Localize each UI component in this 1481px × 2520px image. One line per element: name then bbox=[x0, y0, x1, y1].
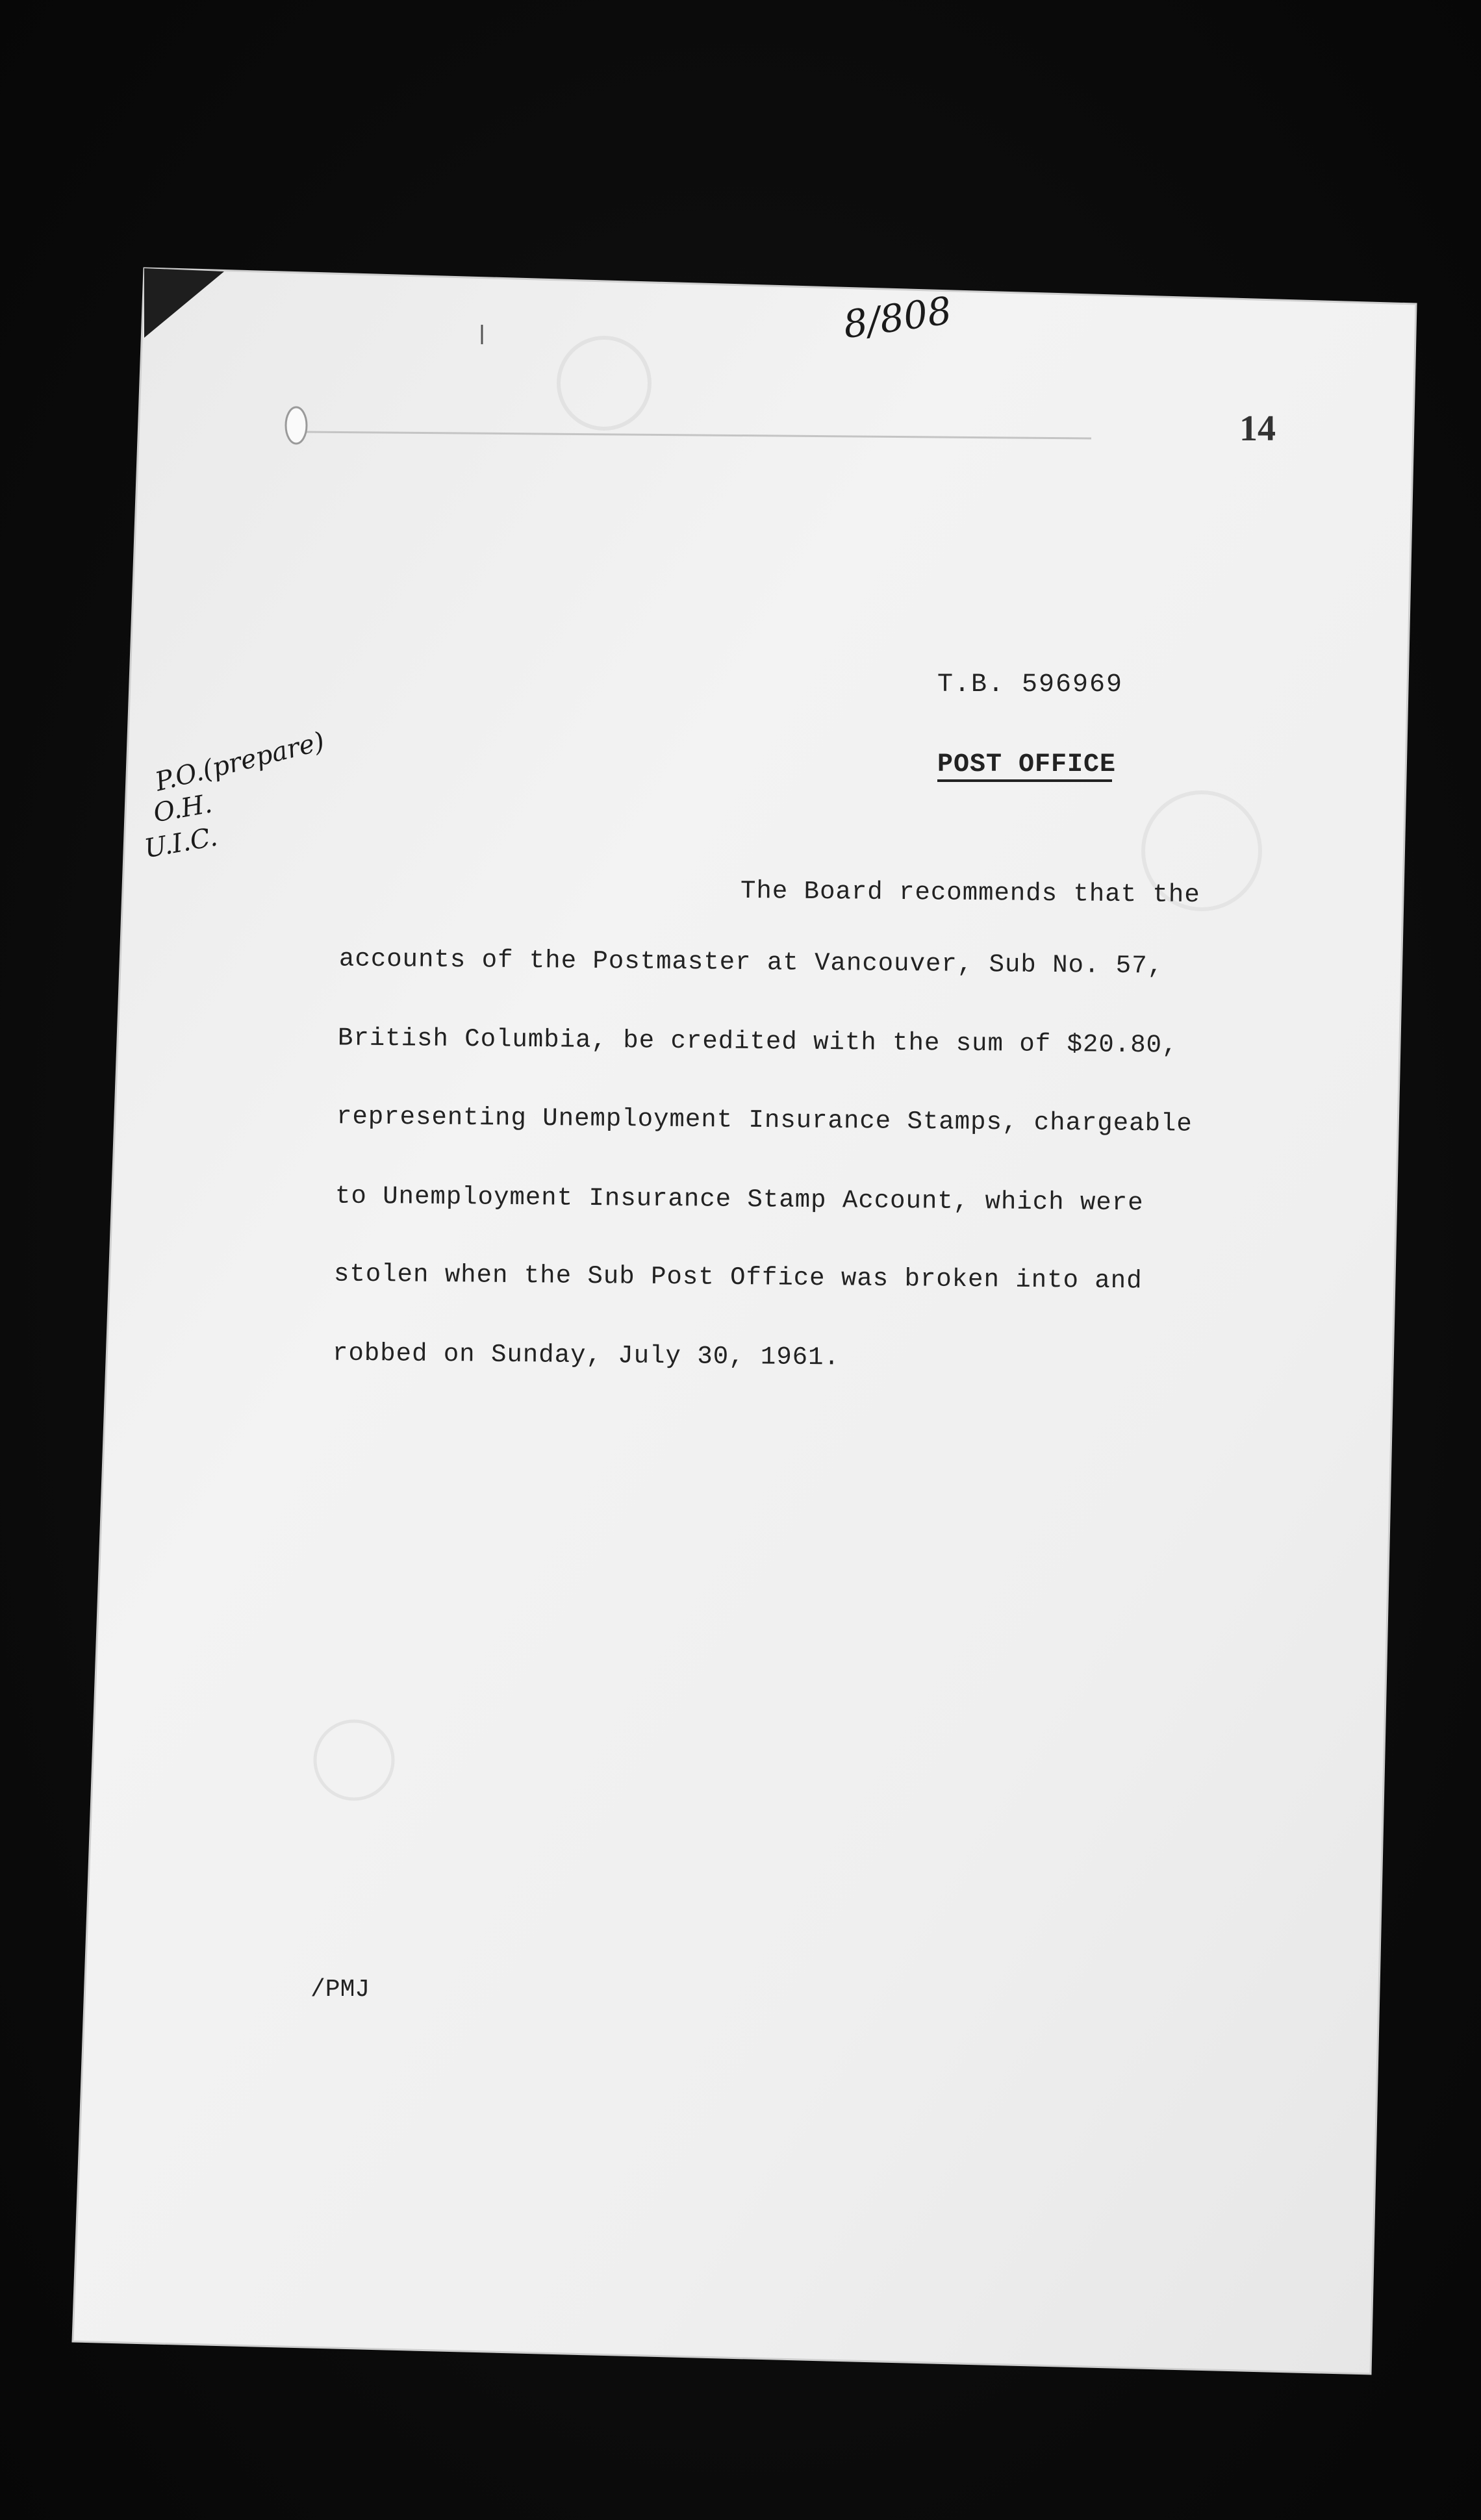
body-line: to Unemployment Insurance Stamp Account, which were bbox=[335, 1181, 1144, 1218]
margin-note-1: P.O.(prepare) bbox=[152, 726, 328, 798]
body-line: stolen when the Sub Post Office was broken into and bbox=[333, 1259, 1143, 1296]
heading: POST OFFICE bbox=[937, 750, 1117, 779]
margin-note-3: U.I.C. bbox=[142, 822, 220, 864]
body-line: representing Unemployment Insurance Stamps, chargeable bbox=[336, 1102, 1193, 1139]
body-line: British Columbia, be credited with the sum of $20.80, bbox=[337, 1024, 1178, 1060]
handwritten-file-number: 8/808 bbox=[841, 288, 955, 347]
page-number: 14 bbox=[1239, 409, 1276, 449]
body-line: robbed on Sunday, July 30, 1961. bbox=[332, 1339, 841, 1372]
body-line: accounts of the Postmaster at Vancouver, Sub No. 57, bbox=[338, 944, 1164, 981]
margin-note-2: O.H. bbox=[151, 788, 215, 829]
typist-initials: /PMJ bbox=[310, 1976, 370, 2004]
body-line: The Board recommends that the bbox=[740, 876, 1200, 910]
tb-number: T.B. 596969 bbox=[937, 670, 1124, 699]
